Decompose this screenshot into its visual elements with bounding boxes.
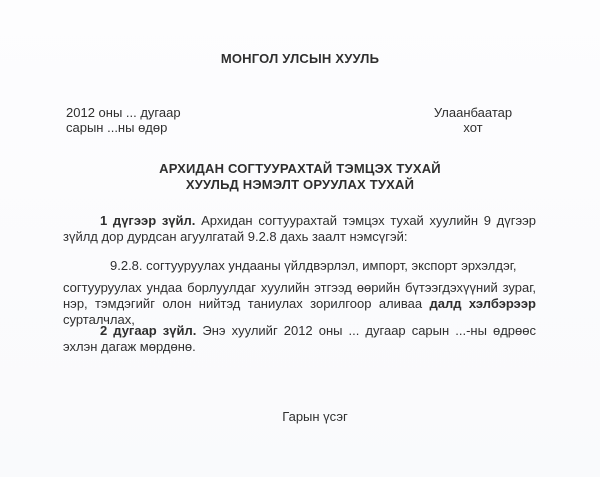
article-2-text: Энэ хуулийг 2012 оны ... дугаар сарын ...-ны өдрөөс эхлэн дагаж мөрдөнө. <box>63 323 536 354</box>
law-title-line-1: АРХИДАН СОГТУУРАХТАЙ ТЭМЦЭХ ТУХАЙ <box>159 161 441 176</box>
date-block <box>66 105 181 135</box>
place-line-city: Улаанбаатар <box>433 105 513 120</box>
law-title-line-2: ХУУЛЬД НЭМЭЛТ ОРУУЛАХ ТУХАЙ <box>185 177 415 192</box>
article-2-label: 2 дугаар зүйл. <box>100 323 197 338</box>
article-2-paragraph <box>63 323 536 355</box>
article-1-text: Архидан согтуурахтай тэмцэх тухай хуулийн 9 дүгээр зүйлд дор дурдсан агуулгатай 9.2.8 дахь заалт нэмсүгэй: <box>63 213 536 244</box>
clause-text-before-bold: согтууруулах ундаа борлуулдаг хуулийн этгээд өөрийн бүтээгдэхүүний зураг, нэр, тэмдэгийг олон нийтэд таниулах зорилгоор аливаа <box>63 280 536 311</box>
law-title <box>0 161 600 193</box>
date-line-2: сарын ...ны өдөр <box>66 120 168 135</box>
article-1-paragraph <box>63 213 536 245</box>
clause-9-2-8-body <box>63 280 536 328</box>
clause-9-2-8-first-line: 9.2.8. согтууруулах ундааны үйлдвэрлэл, импорт, экспорт эрхэлдэг, <box>110 258 517 273</box>
signature-label: Гарын үсэг <box>282 409 348 424</box>
document-header-title: МОНГОЛ УЛСЫН ХУУЛЬ <box>220 51 380 66</box>
clause-text-after-bold: сурталчлах, <box>63 312 135 327</box>
clause-bold-phrase: далд хэлбэрээр <box>429 296 536 311</box>
article-1-label: 1 дүгээр зүйл. <box>100 213 196 228</box>
date-line-1: 2012 оны ... дугаар <box>66 105 181 120</box>
place-line-hot: хот <box>463 120 483 135</box>
place-block <box>413 105 533 135</box>
